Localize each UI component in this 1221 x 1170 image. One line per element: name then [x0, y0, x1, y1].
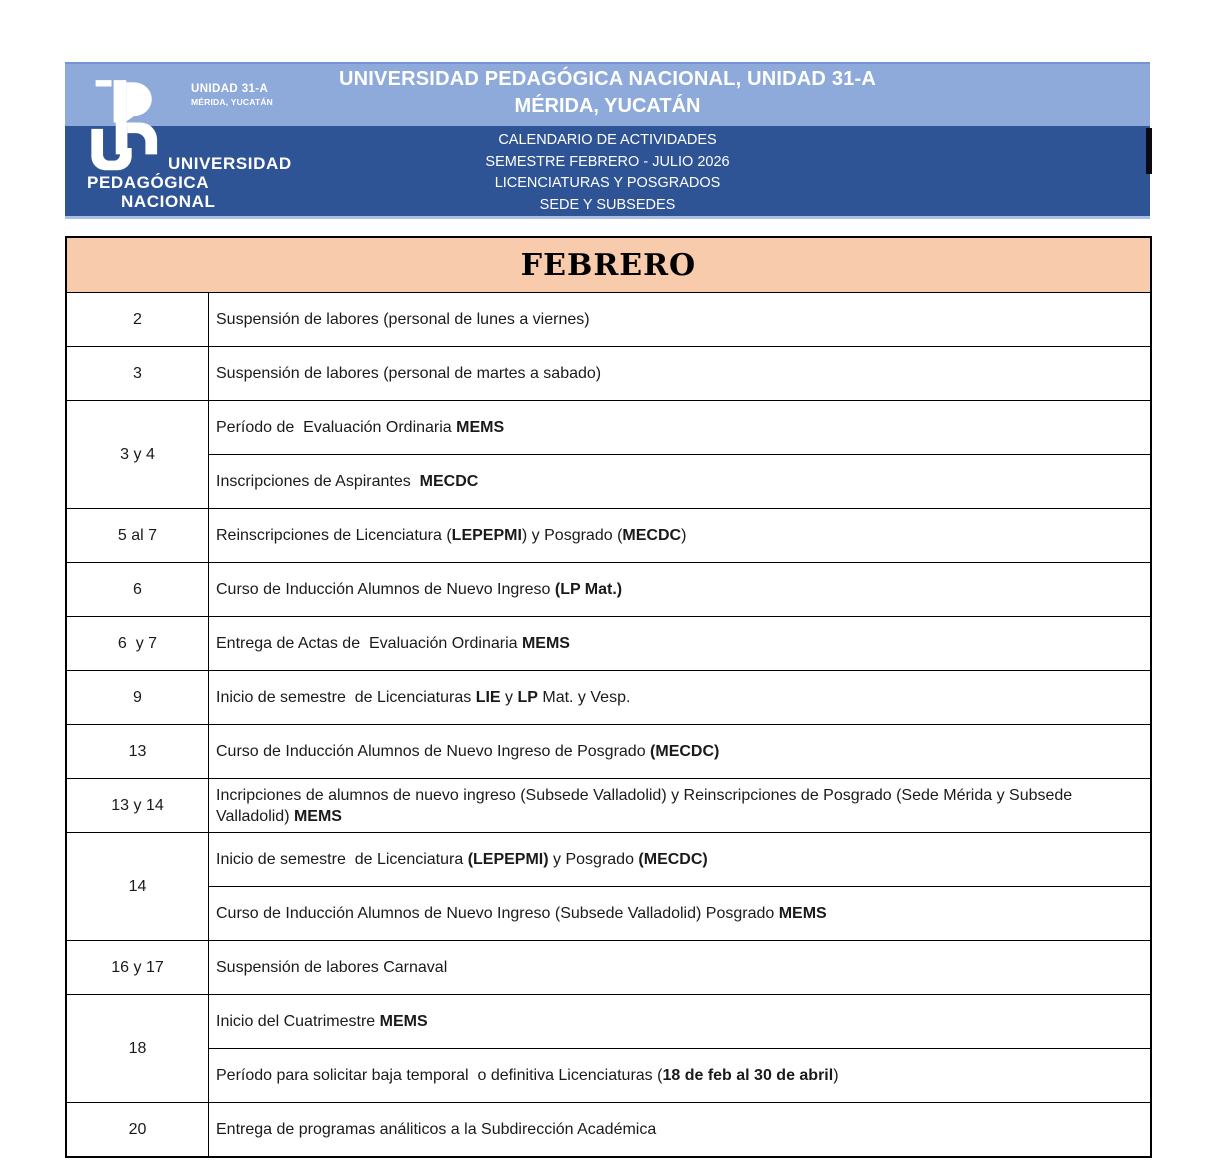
activity-highlight: MEMS: [293, 807, 342, 825]
logo-name-line3: NACIONAL: [121, 192, 216, 211]
activity-cell: [209, 887, 1152, 941]
activity-highlight: LEPEPMI: [451, 527, 522, 544]
table-row: [66, 725, 1151, 779]
table-row: [66, 347, 1151, 401]
table-row: [66, 833, 1151, 887]
activity-text: Curso de Inducción Alumnos de Nuevo Ingreso (Subsede Valladolid) Posgrado: [216, 905, 779, 922]
table-row: [66, 887, 1151, 941]
table-row: [66, 509, 1151, 563]
table-row: [66, 455, 1151, 509]
date-cell: 9: [66, 671, 209, 725]
activity-text: Curso de Inducción Alumnos de Nuevo Ingreso: [216, 581, 555, 598]
activity-text: y: [500, 689, 518, 706]
calendar-rows: [66, 237, 1151, 1157]
date-cell: 16 y 17: [66, 941, 209, 995]
table-row: [66, 1103, 1151, 1158]
date-cell: 5 al 7: [66, 509, 209, 563]
activity-cell: [209, 347, 1152, 401]
activity-highlight: MECDC: [622, 527, 682, 544]
page-edge-artifact: [1146, 128, 1152, 174]
table-row: [66, 995, 1151, 1049]
activity-text: Inicio de semestre de Licenciaturas: [216, 689, 476, 706]
activity-cell: [209, 563, 1152, 617]
date-cell: 13 y 14: [66, 779, 209, 833]
activity-highlight: MECDC: [419, 473, 479, 490]
activity-cell: [209, 509, 1152, 563]
date-cell: 3: [66, 347, 209, 401]
activity-cell: [209, 995, 1152, 1049]
activity-cell: [209, 401, 1152, 455]
university-title: UNIVERSIDAD PEDAGÓGICA NACIONAL, UNIDAD 31-A: [339, 68, 876, 90]
activity-cell: [209, 941, 1152, 995]
activity-text: Curso de Inducción Alumnos de Nuevo Ingreso de Posgrado: [216, 743, 651, 760]
activity-highlight: LIE: [475, 689, 501, 706]
activity-highlight: MEMS: [778, 905, 827, 922]
activity-cell: [209, 617, 1152, 671]
date-cell: 2: [66, 293, 209, 347]
activity-highlight: (LEPEPMI): [467, 851, 549, 868]
activity-text: ): [681, 527, 687, 544]
activity-highlight: MEMS: [521, 635, 570, 652]
activity-text: ): [833, 1067, 839, 1084]
date-cell: 18: [66, 995, 209, 1103]
table-row: [66, 1049, 1151, 1103]
date-cell: 14: [66, 833, 209, 941]
month-title: FEBRERO: [66, 237, 1151, 293]
logo-unit-label: UNIDAD 31-A: [191, 83, 269, 95]
activity-text: Suspensión de labores Carnaval: [216, 959, 448, 976]
month-header-row: [66, 237, 1151, 293]
activity-highlight: MEMS: [456, 419, 505, 436]
activity-text: y Posgrado: [548, 851, 639, 868]
activity-text: Inicio del Cuatrimestre: [216, 1013, 380, 1030]
activity-highlight: (MECDC): [650, 743, 720, 760]
activity-text: Suspensión de labores (personal de lunes a viernes): [216, 311, 590, 328]
activity-text: Entrega de Actas de Evaluación Ordinaria: [216, 635, 522, 652]
date-cell: 20: [66, 1103, 209, 1158]
activity-text: Período para solicitar baja temporal o definitiva Licenciaturas (: [216, 1067, 663, 1084]
header-banner: [65, 62, 1150, 216]
date-cell: 13: [66, 725, 209, 779]
activity-cell: [209, 293, 1152, 347]
activity-cell: [209, 779, 1152, 833]
upn-logo: [83, 72, 333, 216]
activity-text: Inscripciones de Aspirantes: [216, 473, 420, 490]
subtitle-line: LICENCIATURAS Y POSGRADOS: [494, 175, 721, 191]
activity-cell: [209, 671, 1152, 725]
city-title: MÉRIDA, YUCATÁN: [514, 95, 701, 117]
activity-text: Suspensión de labores (personal de martes a sabado): [216, 365, 602, 382]
activity-cell: [209, 455, 1152, 509]
activity-text: Entrega de programas análiticos a la Subdirección Académica: [216, 1121, 657, 1138]
activity-text: Mat. y Vesp.: [537, 689, 631, 706]
upn-monogram-icon: [89, 78, 169, 184]
activity-cell: [209, 1103, 1152, 1158]
logo-name-line2: PEDAGÓGICA: [87, 173, 210, 192]
activity-highlight: MEMS: [379, 1013, 428, 1030]
subtitle-line: CALENDARIO DE ACTIVIDADES: [498, 132, 717, 148]
activity-text: Inicio de semestre de Licenciatura: [216, 851, 468, 868]
activity-cell: [209, 833, 1152, 887]
activity-text: Incripciones de alumnos de nuevo ingreso (Subsede Valladolid) y Reinscripciones de Posgrado (Sede Mérida y Subsede Valladolid): [216, 786, 1077, 825]
table-row: [66, 671, 1151, 725]
activity-cell: [209, 1049, 1152, 1103]
activity-highlight: LP: [517, 689, 538, 706]
table-row: [66, 401, 1151, 455]
subtitle-line: SEDE Y SUBSEDES: [539, 196, 676, 213]
activity-text: ) y Posgrado (: [521, 527, 623, 544]
date-cell: 6 y 7: [66, 617, 209, 671]
table-row: [66, 563, 1151, 617]
table-row: [66, 779, 1151, 833]
calendar-table: [65, 236, 1152, 1158]
date-cell: 3 y 4: [66, 401, 209, 509]
logo-name-line1: UNIVERSIDAD: [168, 154, 292, 173]
date-cell: 6: [66, 563, 209, 617]
activity-text: Período de Evaluación Ordinaria: [216, 419, 457, 436]
table-row: [66, 941, 1151, 995]
activity-text: Reinscripciones de Licenciatura (: [216, 527, 452, 544]
table-row: [66, 617, 1151, 671]
activity-highlight: 18 de feb al 30 de abril: [662, 1067, 834, 1084]
subtitle-line: SEMESTRE FEBRERO - JULIO 2026: [485, 153, 730, 170]
activity-highlight: (MECDC): [638, 851, 708, 868]
activity-highlight: (LP Mat.): [554, 581, 623, 598]
table-row: [66, 293, 1151, 347]
activity-cell: [209, 725, 1152, 779]
logo-city-label: MÉRIDA, YUCATÁN: [191, 97, 274, 107]
